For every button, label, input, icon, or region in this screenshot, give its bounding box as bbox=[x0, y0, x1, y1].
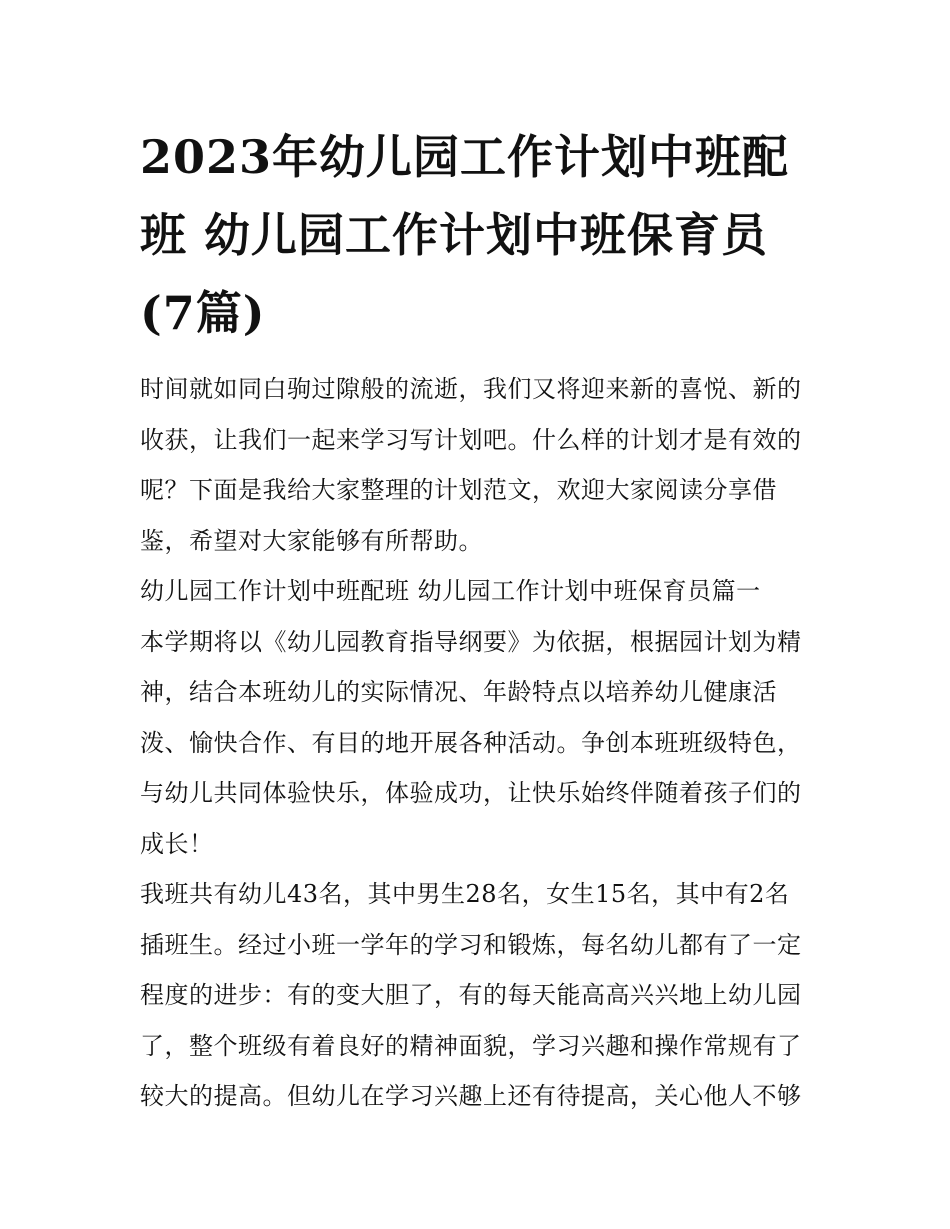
intro-paragraph bbox=[140, 364, 812, 566]
document-title bbox=[140, 118, 812, 352]
text-line: 较大的提高。但幼儿在学习兴趣上还有待提高，关心他人不够 bbox=[140, 1082, 802, 1110]
section-heading bbox=[140, 566, 812, 617]
text-line: 插班生。经过小班一学年的学习和锻炼，每名幼儿都有了一定 bbox=[140, 930, 802, 959]
text-line: 鉴，希望对大家能够有所帮助。 bbox=[140, 526, 483, 555]
text-line: 我班共有幼儿43名，其中男生28名，女生15名，其中有2名 bbox=[140, 880, 790, 908]
text-line: 本学期将以《幼儿园教育指导纲要》为依据，根据园计划为精 bbox=[140, 627, 802, 656]
text-line: 时间就如同白驹过隙般的流逝，我们又将迎来新的喜悦、新的 bbox=[140, 375, 802, 403]
text-line: 与幼儿共同体验快乐，体验成功，让快乐始终伴随着孩子们的 bbox=[140, 779, 802, 807]
text-line: 呢？下面是我给大家整理的计划范文，欢迎大家阅读分享借 bbox=[140, 476, 777, 504]
text-line: 程度的进步：有的变大胆了，有的每天能高高兴兴地上幼儿园 bbox=[140, 981, 802, 1009]
text-line: 泼、愉快合作、有目的地开展各种活动。争创本班班级特色， bbox=[140, 728, 802, 757]
body-paragraph bbox=[140, 869, 812, 1122]
text-line: 了，整个班级有着良好的精神面貌，学习兴趣和操作常规有了 bbox=[140, 1031, 802, 1060]
text-line: 收获，让我们一起来学习写计划吧。什么样的计划才是有效的 bbox=[140, 425, 802, 454]
title-line: (7篇) bbox=[140, 286, 266, 340]
body-paragraph bbox=[140, 617, 812, 870]
document-page bbox=[140, 118, 812, 1122]
title-line: 班 幼儿园工作计划中班保育员 bbox=[140, 208, 769, 262]
text-line: 成长！ bbox=[140, 829, 214, 858]
text-line: 神，结合本班幼儿的实际情况、年龄特点以培养幼儿健康活 bbox=[140, 678, 777, 706]
text-line: 幼儿园工作计划中班配班 幼儿园工作计划中班保育员篇一 bbox=[140, 577, 761, 605]
title-line: 2023年幼儿园工作计划中班配 bbox=[140, 130, 790, 184]
